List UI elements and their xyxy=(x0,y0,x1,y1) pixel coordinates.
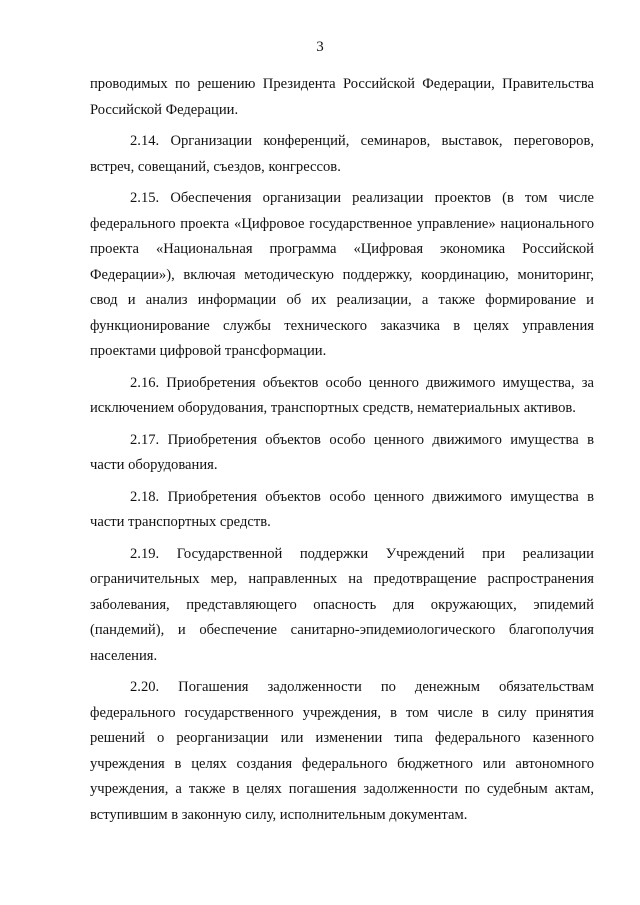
paragraph-2-18: 2.18. Приобретения объектов особо ценного движимого имущества в части транспортных средств. xyxy=(90,488,594,530)
paragraph-continuation: проводимых по решению Президента Российской Федерации, Правительства Российской Федерации. xyxy=(90,76,594,118)
paragraph-2-17: 2.17. Приобретения объектов особо ценного движимого имущества в части оборудования. xyxy=(90,431,594,473)
paragraph-2-14: 2.14. Организации конференций, семинаров, выставок, переговоров, встреч, совещаний, съездов, конгрессов. xyxy=(90,133,594,175)
paragraph-2-16: 2.16. Приобретения объектов особо ценного движимого имущества, за исключением оборудования, транспортных средств, нематериальных активов. xyxy=(90,374,594,416)
paragraph-2-15: 2.15. Обеспечения организации реализации проектов (в том числе федерального проекта «Цифровое государственное управление» национального проекта «Национальная программа «Цифровая экономика Российской Федерации»), включая методическую поддержку, координацию, мониторинг, свод и анализ информации об их реализации, а также формирование и функционирование службы технического заказчика в целях управления проектами цифровой трансформации. xyxy=(90,190,594,359)
paragraph-2-19: 2.19. Государственной поддержки Учреждений при реализации ограничительных мер, направленных на предотвращение распространения заболевания, представляющего опасность для окружающих, эпидемий (пандемий), и обеспечение санитарно-эпидемиологического благополучия населения. xyxy=(90,545,594,664)
paragraph-2-20: 2.20. Погашения задолженности по денежным обязательствам федерального государственного учреждения, в том числе в силу принятия решений о реорганизации или изменении типа федерального казенного учреждения в целях создания федерального бюджетного или автономного учреждения, а также в целях погашения задолженности по судебным актам, вступившим в законную силу, исполнительным документам. xyxy=(90,679,594,823)
document-body xyxy=(90,72,594,834)
page-number: 3 xyxy=(316,39,324,55)
